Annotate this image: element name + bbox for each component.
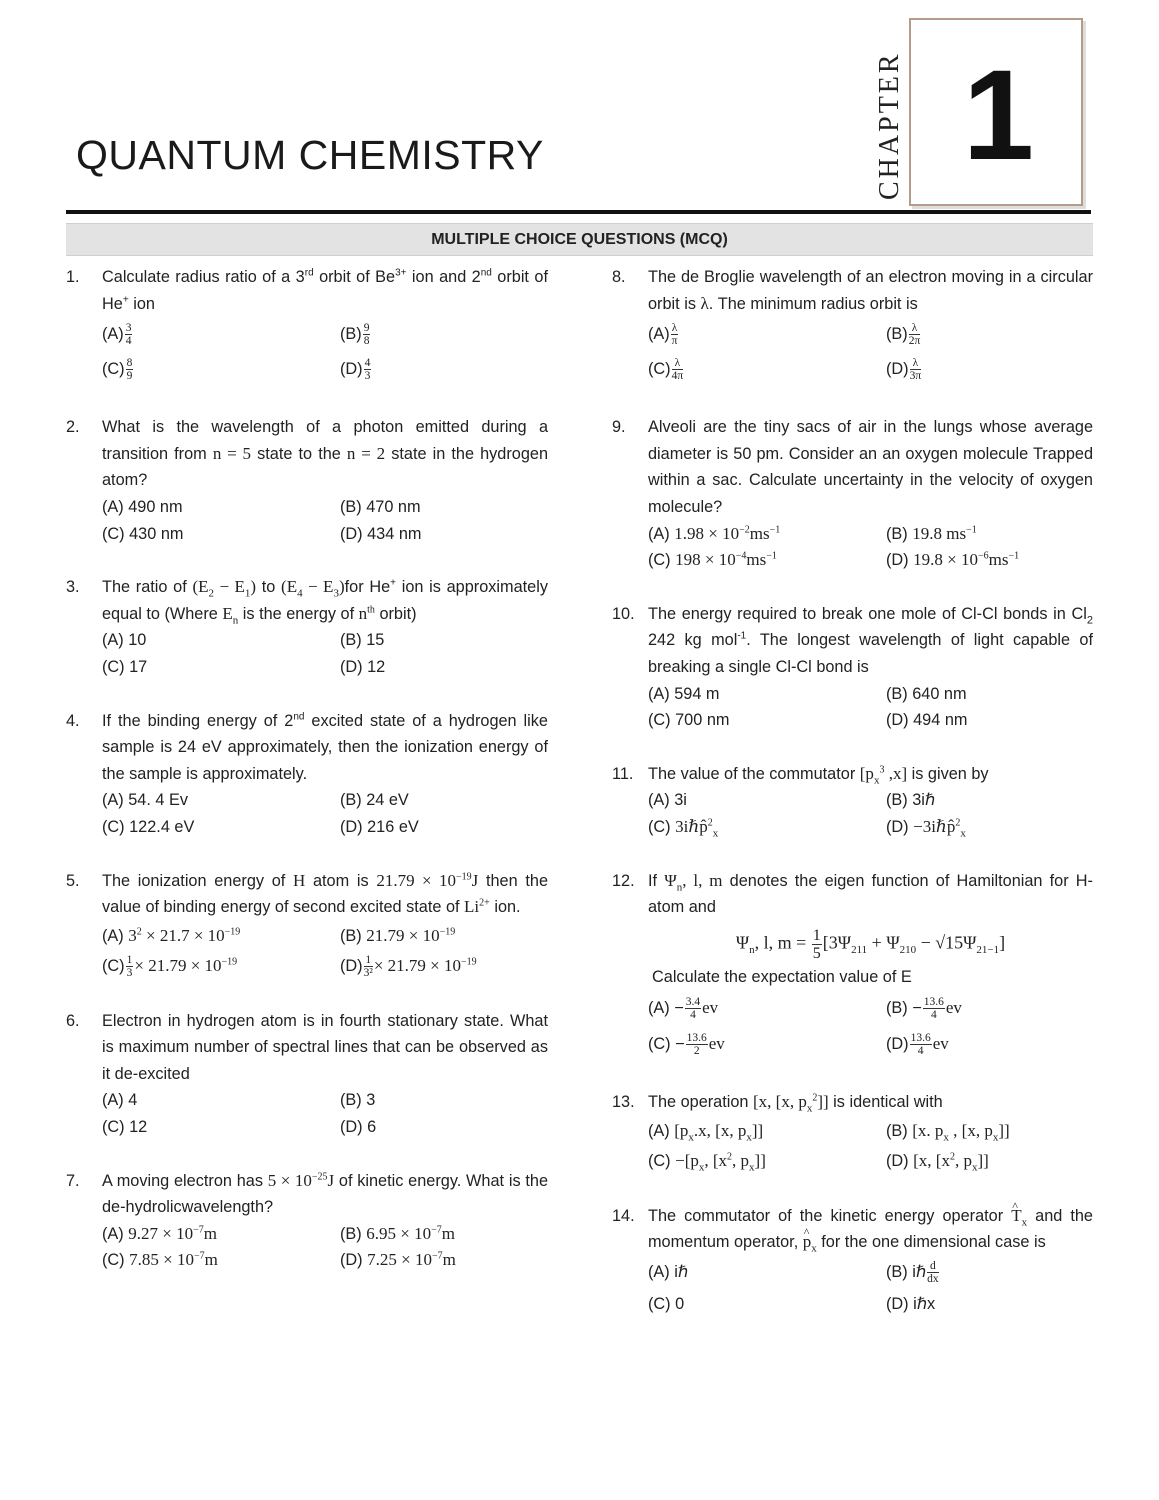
chapter-number: 1 bbox=[962, 44, 1035, 187]
question-stem: If $\Psi_n$, l, m denotes the eigen function of Hamiltonian for H-atom and bbox=[648, 870, 1093, 917]
option-c: (C) 12 bbox=[102, 1118, 148, 1137]
question-14: 14. The commutator of the kinetic energy operator ^ $T_x$ and the momentum operator, ^ $p_x$ for the one dimensional case is (A) iℏ (B) iℏ $\frac{d}{dx}$ (C) 0 (D) iℏx bbox=[612, 1203, 1093, 1320]
option-a: (A) $9.27 \times 10^{-7}m$ bbox=[102, 1223, 217, 1243]
option-b: (B) $21.79 \times 10^{-19}$ bbox=[340, 925, 456, 945]
option-b: (B) $\frac{9}{8}$ bbox=[340, 322, 370, 348]
section-heading: MULTIPLE CHOICE QUESTIONS (MCQ) bbox=[66, 223, 1093, 256]
option-d: (D) −3iℏp̂$^2_x$ bbox=[886, 816, 966, 840]
question-stem: The value of the commutator [$p_x^3$ ,x] is given by bbox=[648, 763, 989, 787]
equation: $\Psi_n$, l, m = $\frac{1}{5}$ $[3\Psi_{211} + \Psi_{210} - √15\Psi_{21-1}]$ bbox=[735, 926, 1006, 962]
option-c: (C) 17 bbox=[102, 657, 148, 676]
question-stem: The ionization energy of H atom is $21.79 \times 10^{-19}J$ then the value of binding energy of second excited state of $Li^{2+}$ ion. bbox=[102, 870, 548, 917]
option-a: (A) [$p_x.x$, [x, $p_x$]] bbox=[648, 1120, 764, 1144]
option-a: (A) $\frac{3}{4}$ bbox=[102, 322, 132, 348]
option-b: (B) 19.8 $ms^{-1}$ bbox=[886, 523, 977, 543]
option-a: (A) 4 bbox=[102, 1091, 138, 1110]
option-b: (B) [x. $p_x$ , [x, $p_x$]] bbox=[886, 1120, 1010, 1144]
question-stem: A moving electron has $5 \times 10^{-25}J$ of kinetic energy. What is the de-hydrolicwavelength? bbox=[102, 1170, 548, 1217]
question-stem: What is the wavelength of a photon emitted during a transition from n = 5 state to the n = 2 state in the hydrogen atom? bbox=[102, 418, 549, 490]
question-stem: The energy required to break one mole of Cl-Cl bonds in $Cl_2$ 242 kg mol$^{-1}$. The longest wavelength of light capable of breaking a single Cl-Cl bond is bbox=[648, 604, 1093, 676]
option-d: (D) iℏx bbox=[886, 1295, 936, 1314]
option-d: (D) $\frac{\lambda}{3\pi}$ bbox=[886, 357, 922, 383]
question-prompt: Calculate the expectation value of E bbox=[652, 967, 912, 986]
option-c: (C) $198 \times 10^{-4}ms^{-1}$ bbox=[648, 550, 777, 570]
option-a: (A) 490 nm bbox=[102, 497, 183, 516]
option-b: (B) − $\frac{13.6}{4}$ ev bbox=[886, 996, 962, 1022]
question-stem: Calculate radius ratio of a 3rd orbit of $Be^{3+}$ ion and 2nd orbit of He+ ion bbox=[102, 267, 548, 313]
option-d: (D) $7.25 \times 10^{-7}m$ bbox=[340, 1250, 456, 1270]
question-4: 4. If the binding energy of 2nd excited state of a hydrogen like sample is 24 eV approximately, then the ionization energy of the sample is approximately. (A) 54. 4 Ev (B) 24 eV (C) 122.4 eV (D) 216 eV bbox=[66, 708, 548, 841]
option-d: (D) 12 bbox=[340, 657, 386, 676]
question-stem: The commutator of the kinetic energy operator ^ $T_x$ and the momentum operator, ^ $p_x$ for the one dimensional case is bbox=[648, 1203, 1093, 1256]
option-c: (C) $\frac{1}{3}$ × $21.79 \times 10^{-19}$ bbox=[102, 953, 238, 979]
option-d: (D) 216 eV bbox=[340, 817, 419, 836]
question-stem: The de Broglie wavelength of an electron moving in a circular orbit is λ. The minimum radius orbit is bbox=[648, 268, 1093, 313]
option-d: (D) 434 nm bbox=[340, 524, 422, 543]
option-c: (C) $\frac{8}{9}$ bbox=[102, 357, 133, 383]
option-d: (D) $19.8 \times 10^{-6}ms^{-1}$ bbox=[886, 550, 1020, 570]
option-a: (A) $\frac{\lambda}{\pi}$ bbox=[648, 322, 678, 348]
option-d: (D) 6 bbox=[340, 1118, 377, 1137]
option-c: (C) 430 nm bbox=[102, 524, 184, 543]
question-9: 9. Alveoli are the tiny sacs of air in the lungs whose average diameter is 50 pm. Consider an an oxygen molecule Trapped within a sac. Calculate uncertainty in the velocity of oxygen molecule? (A) $1.98 \times 10^{-2}ms^{-1}$ (B) 19.8 $ms^{-1}$ (C) $198 \times 10^{-4}ms^{-1}$ (D) $19.8 \times 10^{-6}ms^{-1}$ bbox=[612, 414, 1093, 574]
option-a: (A) 54. 4 Ev bbox=[102, 791, 188, 810]
option-c: (C) 700 nm bbox=[648, 711, 730, 730]
question-stem: If the binding energy of 2nd excited state of a hydrogen like sample is 24 eV approximately, then the ionization energy of the sample is approximately. bbox=[102, 711, 548, 783]
question-1: 1. Calculate radius ratio of a 3rd orbit of $Be^{3+}$ ion and 2nd orbit of He+ ion (A) $\frac{3}{4}$ (B) $\frac{9}{8}$ (C) $\frac{8}{9}$ (D) $\frac{4}{3}$ bbox=[66, 264, 548, 387]
option-a: (A) $3^2 \times 21.7 \times 10^{-19}$ bbox=[102, 925, 241, 945]
question-13: 13. The operation [x, [x, $p_x^2$]] is identical with (A) [$p_x.x$, [x, $p_x$]] (B) [x. $p_x$ , [x, $p_x$]] $(C) -[p_x$, [$x^2$, $p_x$]] (D) [x, [$x^2$, $p_x$]] bbox=[612, 1089, 1093, 1176]
option-d: (D) $\frac{1}{\text{3²}}$ × $21.79 \times 10^{-19}$ bbox=[340, 953, 477, 979]
question-2: 2. What is the wavelength of a photon emitted during a transition from n = 5 state to the n = 2 state in the hydrogen atom? (A) 490 nm (B) 470 nm (C) 430 nm (D) 434 nm bbox=[66, 414, 548, 547]
right-column bbox=[612, 264, 1093, 1347]
option-a: (A) 3i bbox=[648, 791, 687, 810]
question-10: 10. The energy required to break one mole of Cl-Cl bonds in $Cl_2$ 242 kg mol$^{-1}$. The longest wavelength of light capable of breaking a single Cl-Cl bond is (A) 594 m (B) 640 nm (C) 700 nm (D) 494 nm bbox=[612, 601, 1093, 734]
question-stem: The operation [x, [x, $p_x^2$]] is identical with bbox=[648, 1092, 943, 1115]
option-b: (B) iℏ $\frac{d}{dx}$ bbox=[886, 1260, 939, 1286]
question-stem: Alveoli are the tiny sacs of air in the lungs whose average diameter is 50 pm. Consider an an oxygen molecule Trapped within a sac. Calculate uncertainty in the velocity of oxygen molecule? bbox=[648, 418, 1093, 516]
question-11: 11. The value of the commutator [$p_x^3$ ,x] is given by (A) 3i (B) 3iℏ (C) 3iℏp̂$^2_x$ (D) −3iℏp̂$^2_x$ bbox=[612, 761, 1093, 841]
option-b: (B) 3iℏ bbox=[886, 791, 936, 810]
option-b: (B) 24 eV bbox=[340, 791, 409, 810]
option-c: (C) 0 bbox=[648, 1295, 685, 1314]
option-d: (D) $\frac{4}{3}$ bbox=[340, 357, 371, 383]
option-b: (B) $6.95 \times 10^{-7}m$ bbox=[340, 1223, 455, 1243]
option-a: (A) $1.98 \times 10^{-2}ms^{-1}$ bbox=[648, 523, 781, 543]
question-8: 8. The de Broglie wavelength of an electron moving in a circular orbit is λ. The minimum radius orbit is (A) $\frac{\lambda}{\pi}$ (B) $\frac{\lambda}{2\pi}$ (C) $\frac{\lambda}{4\pi}$ (D) $\frac{\lambda}{3\pi}$ bbox=[612, 264, 1093, 387]
option-a: (A) − $\frac{3.4}{4}$ ev bbox=[648, 996, 719, 1022]
option-b: (B) 3 bbox=[340, 1091, 376, 1110]
page-title: QUANTUM CHEMISTRY bbox=[76, 132, 544, 178]
option-c: (C) $7.85 \times 10^{-7}m$ bbox=[102, 1250, 218, 1270]
question-5: 5. The ionization energy of H atom is $21.79 \times 10^{-19}J$ then the value of binding energy of second excited state of $Li^{2+}$ ion. (A) $3^2 \times 21.7 \times 10^{-19}$ (B) $21.79 \times 10^{-19}$ (C) $\frac{1}{3}$ × $21.79 \times 10^{-19}$ (D) $\frac{1}{\text{3²}}$ × $21.79 \times 10^{-19}$ bbox=[66, 868, 548, 981]
option-b: (B) $\frac{\lambda}{2\pi}$ bbox=[886, 322, 921, 348]
header-rule bbox=[66, 210, 1091, 214]
option-a: (A) 10 bbox=[102, 631, 147, 650]
option-c: (C) − $\frac{13.6}{2}$ ev bbox=[648, 1032, 725, 1058]
option-d: (D) 494 nm bbox=[886, 711, 968, 730]
question-stem: Electron in hydrogen atom is in fourth stationary state. What is maximum number of spectral lines that can be observed as it de-excited bbox=[102, 1011, 548, 1083]
left-column bbox=[66, 264, 548, 1301]
option-d: (D) [x, [$x^2$, $p_x$]] bbox=[886, 1150, 989, 1174]
option-c: (C) 3iℏp̂$^2_x$ bbox=[648, 816, 719, 840]
chapter-label: CHAPTER bbox=[874, 51, 905, 200]
question-stem: The ratio of $(E_2 - E_1)$ to $(E_4 - E_3)for$ He+ ion is approximately equal to (Where $E_n$ is the energy of $n^{th}$ orbit) bbox=[102, 577, 548, 627]
option-c: (C) 122.4 eV bbox=[102, 817, 195, 836]
chapter-number-box bbox=[909, 18, 1083, 206]
question-6: 6. Electron in hydrogen atom is in fourth stationary state. What is maximum number of spectral lines that can be observed as it de-excited (A) 4 (B) 3 (C) 12 (D) 6 bbox=[66, 1008, 548, 1141]
question-3: 3. The ratio of $(E_2 - E_1)$ to $(E_4 - E_3)for$ He+ ion is approximately equal to (Where $E_n$ is the energy of $n^{th}$ orbit) (A) 10 (B) 15 (C) 17 (D) 12 bbox=[66, 574, 548, 680]
option-d: (D) $\frac{13.6}{4}$ ev bbox=[886, 1032, 949, 1058]
option-a: (A) 594 m bbox=[648, 684, 720, 703]
option-b: (B) 15 bbox=[340, 631, 385, 650]
option-c: (C) $\frac{\lambda}{4\pi}$ bbox=[648, 357, 684, 383]
option-b: (B) 470 nm bbox=[340, 497, 421, 516]
option-a: (A) iℏ bbox=[648, 1263, 689, 1282]
option-b: (B) 640 nm bbox=[886, 684, 967, 703]
question-7: 7. A moving electron has $5 \times 10^{-25}J$ of kinetic energy. What is the de-hydrolicwavelength? (A) $9.27 \times 10^{-7}m$ (B) $6.95 \times 10^{-7}m$ (C) $7.85 \times 10^{-7}m$ (D) $7.25 \times 10^{-7}m$ bbox=[66, 1168, 548, 1274]
option-c: $(C) -[p_x$, [$x^2$, $p_x$]] bbox=[648, 1150, 766, 1174]
question-12: 12. If $\Psi_n$, l, m denotes the eigen function of Hamiltonian for H-atom and $\Psi_n$, l, m = $\frac{1}{5}$ $[3\Psi_{211} + \Psi_{210} - √15\Psi_{21-1}]$ Calculate the expectation value of E (A) − $\frac{3.4}{4}$ ev (B) − $\frac{13.6}{4}$ ev (C) − $\frac{13.6}{2}$ ev (D) $\frac{13.6}{4}$ ev bbox=[612, 868, 1093, 1063]
